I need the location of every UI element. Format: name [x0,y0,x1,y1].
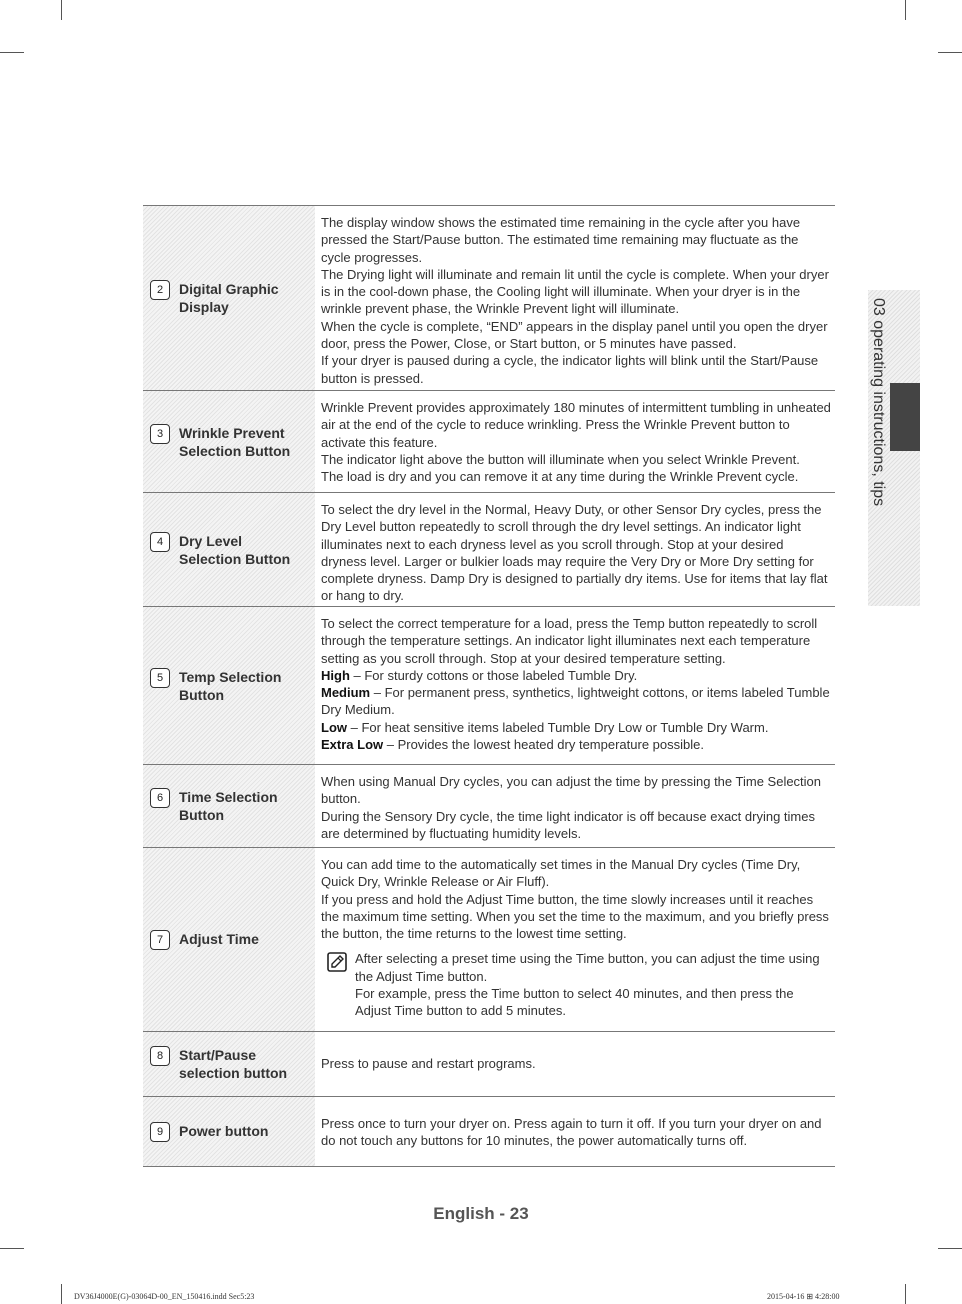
row-description [315,1097,835,1166]
crop-mark [61,0,62,20]
temp-option: Medium – For permanent press, synthetics, lightweight cottons, or items labeled Tumble Dry Medium. [321,685,830,718]
section-tab-label: 03 operating instructions, tips [870,298,887,507]
row-description [315,1032,835,1096]
instruction-table [143,205,835,1167]
imprint-date: 2015-04-16 ⊞ 4:28:00 [767,1292,840,1301]
note [321,950,831,1019]
item-title: Wrinkle Prevent Selection Button [179,424,291,459]
item-number: 3 [150,424,170,444]
row-label [143,391,315,492]
row-label [143,206,315,390]
table-row [143,1097,835,1167]
row-description [315,206,835,390]
paragraph: To select the dry level in the Normal, Heavy Duty, or other Sensor Dry cycles, press the Dry Level button repeatedly to scroll through the dry level settings. An indicator light illuminates next to each dryness level as you scroll through. Stop at your desired dryness level. Larger or bulkier loads may require the Very Dry or More Dry setting for complete dryness. Damp Dry is designed to partially dry items. Use for items that lay flat or hang to dry. [321,502,828,604]
row-label [143,848,315,1031]
note-icon [327,952,347,972]
paragraph: If your dryer is paused during a cycle, the indicator lights will blink until the Start/Pause button is pressed. [321,353,819,386]
table-row [143,765,835,848]
table-row [143,848,835,1032]
paragraph: Wrinkle Prevent provides approximately 180 minutes of intermittent tumbling in unheated air at the end of the cycle to reduce wrinkling. Press the Wrinkle Prevent button to activate this feature. [321,400,831,450]
table-row [143,1032,835,1097]
imprint-file: DV36J4000E(G)-03064D-00_EN_150416.indd Sec5:23 [74,1292,255,1301]
crop-mark [0,1248,24,1249]
row-label [143,493,315,606]
temp-option: High – For sturdy cottons or those labeled Tumble Dry. [321,667,638,683]
paragraph: The load is dry and you can remove it at any time during the Wrinkle Prevent cycle. [321,469,799,485]
crop-mark [905,1284,906,1304]
section-tab-marker [890,383,920,451]
paragraph: To select the correct temperature for a load, press the Temp button repeatedly to scroll through the temperature settings. An indicator light illuminates next each temperature setting as you scroll through. Stop at your desired temperature setting. [321,616,818,666]
table-row [143,391,835,493]
paragraph: If you press and hold the Adjust Time button, the time slowly increases until it reaches the maximum time setting. When you set the time to the maximum, and you briefly press the button, the time returns to the lowest time setting. [321,891,829,942]
item-number: 9 [150,1122,170,1142]
row-description [315,493,835,606]
row-description [315,391,835,492]
item-number: 6 [150,788,170,808]
temp-option: Extra Low – Provides the lowest heated dry temperature possible. [321,737,704,753]
item-number: 4 [150,532,170,552]
temp-option: Low – For heat sensitive items labeled Tumble Dry Low or Tumble Dry Warm. [321,719,769,735]
paragraph: After selecting a preset time using the Time button, you can adjust the time using the Adjust Time button. [355,951,820,984]
row-description [315,607,835,764]
row-label [143,607,315,764]
crop-mark [938,1248,962,1249]
table-row [143,206,835,391]
table-row [143,607,835,765]
paragraph: The display window shows the estimated time remaining in the cycle after you have pressed the Start/Pause button. The estimated time remaining may fluctuate as the cycle progresses. [321,215,801,265]
item-title: Start/Pause selection button [179,1047,288,1081]
item-title: Temp Selection Button [179,668,282,703]
paragraph: The Drying light will illuminate and remain lit until the cycle is complete. When your dryer is in the cool-down phase, the Cooling light will illuminate. When your dryer is in the wrinkle prevent phase, the Wrinkle Prevent light will illuminate. [321,266,829,317]
item-title: Power button [179,1122,269,1139]
paragraph: Press to pause and restart programs. [321,1056,536,1072]
note-text [355,950,831,1019]
item-number: 8 [150,1046,170,1066]
table-row [143,493,835,607]
item-title: Adjust Time [179,930,259,947]
row-label [143,1097,315,1166]
paragraph: The indicator light above the button will illuminate when you select Wrinkle Prevent. [321,451,800,467]
row-label [143,1032,315,1096]
paragraph: When the cycle is complete, “END” appears in the display panel until you open the dryer door, press the Power, Close, or Start button, or 5 minutes have passed. [321,318,828,352]
crop-mark [0,52,24,53]
item-number: 5 [150,668,170,688]
paragraph: For example, press the Time button to select 40 minutes, and then press the Adjust Time button to add 5 minutes. [355,986,794,1019]
paragraph: During the Sensory Dry cycle, the time light indicator is off because exact drying times are determined by fluctuating humidity levels. [321,808,815,841]
paragraph: When using Manual Dry cycles, you can adjust the time by pressing the Time Selection button. [321,774,822,807]
row-label [143,765,315,847]
item-title: Time Selection Button [179,789,278,823]
item-number: 2 [150,280,170,300]
crop-mark [905,0,906,20]
item-title: Digital Graphic Display [179,281,279,315]
paragraph: Press once to turn your dryer on. Press again to turn it off. If you turn your dryer on and do not touch any buttons for 10 minutes, the power automatically turns off. [321,1116,822,1149]
item-number: 7 [150,930,170,950]
crop-mark [938,52,962,53]
row-description [315,765,835,847]
page-number: English - 23 [433,1204,529,1223]
item-title: Dry Level Selection Button [179,532,291,567]
paragraph: You can add time to the automatically set times in the Manual Dry cycles (Time Dry, Quick Dry, Wrinkle Release or Air Fluff). [321,857,801,890]
row-description [315,848,835,1031]
crop-mark [61,1284,62,1304]
